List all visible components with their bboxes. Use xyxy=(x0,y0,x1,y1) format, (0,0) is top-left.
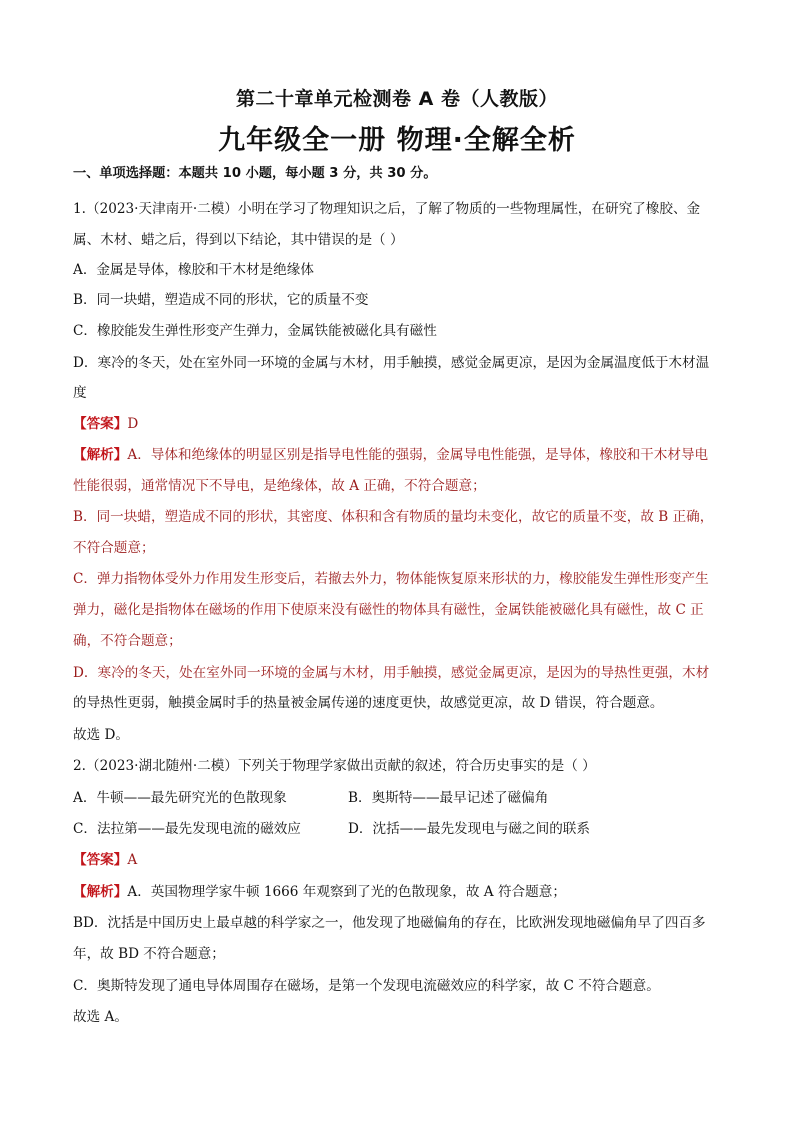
q2-analysis-c: C．奥斯特发现了通电导体周围存在磁场，是第一个发现电流磁效应的科学家，故 C 不符合题意。 xyxy=(73,978,660,994)
q2-options-row2 xyxy=(73,820,733,838)
q1-analysis-a-line1 xyxy=(73,446,733,464)
analysis-tag: 【解析】 xyxy=(73,884,128,900)
q1-analysis-a-line2: 性能很弱，通常情况下不导电，是绝缘体，故 A 正确，不符合题意； xyxy=(73,478,486,494)
q2-analysis-a xyxy=(73,883,733,901)
q2-option-a: A．牛顿——最先研究光的色散现象 xyxy=(73,790,287,806)
q1-analysis-d-line2: 的导热性更弱，触摸金属时手的热量被金属传递的速度更快，故感觉更凉，故 D 错误，符合题意。 xyxy=(73,695,664,711)
q1-analysis-c-line1: C．弹力指物体受外力作用发生形变后，若撤去外力，物体能恢复原来形状的力，橡胶能发生弹性形变产生 xyxy=(73,571,709,587)
exam-subtitle: 九年级全一册 物理·全解全析 xyxy=(218,125,576,156)
q1-option-c: C．橡胶能发生弹性形变产生弹力，金属铁能被磁化具有磁性 xyxy=(73,323,437,339)
q1-analysis-c-line3: 确，不符合题意； xyxy=(73,633,182,649)
answer-value: A xyxy=(127,852,138,868)
answer-tag: 【答案】 xyxy=(73,416,128,432)
answer-value: D xyxy=(127,416,139,432)
q2-answer xyxy=(73,851,733,869)
analysis-text: A．导体和绝缘体的明显区别是指导电性能的强弱，金属导电性能强，是导体，橡胶和干木材导电 xyxy=(127,447,709,463)
analysis-tag: 【解析】 xyxy=(73,447,128,463)
q1-analysis-b-line1: B．同一块蜡，塑造成不同的形状，其密度、体积和含有物质的量均未变化，故它的质量不变，故 B 正确， xyxy=(73,509,714,525)
q1-option-d-line2: 度 xyxy=(73,385,87,401)
q2-options-row1 xyxy=(73,789,733,807)
q2-analysis-bd-line1: BD．沈括是中国历史上最卓越的科学家之一，他发现了地磁偏角的存在，比欧洲发现地磁偏角早了四百多 xyxy=(73,915,706,931)
analysis-text: A．英国物理学家牛顿 1666 年观察到了光的色散现象，故 A 符合题意； xyxy=(127,884,566,900)
exam-title: 第二十章单元检测卷 A 卷（人教版） xyxy=(236,88,558,110)
q2-option-d: D．沈括——最先发现电与磁之间的联系 xyxy=(348,821,590,837)
q1-answer xyxy=(73,415,733,433)
q1-analysis-c-line2: 弹力，磁化是指物体在磁场的作用下使原来没有磁性的物体具有磁性，金属铁能被磁化具有磁性，故 C 正 xyxy=(73,602,704,618)
q1-stem-line1: 1.（2023·天津南开·二模）小明在学习了物理知识之后，了解了物质的一些物理属性，在研究了橡胶、金 xyxy=(73,201,701,217)
q2-conclusion: 故选 A。 xyxy=(73,1009,128,1025)
q1-option-b: B．同一块蜡，塑造成不同的形状，它的质量不变 xyxy=(73,292,369,308)
q2-stem: 2.（2023·湖北随州·二模）下列关于物理学家做出贡献的叙述，符合历史事实的是（ ） xyxy=(73,758,596,774)
q2-option-b: B．奥斯特——最早记述了磁偏角 xyxy=(348,790,549,806)
section-heading: 一、单项选择题：本题共 10 小题，每小题 3 分，共 30 分。 xyxy=(73,166,437,181)
q1-stem-line2: 属、木材、蜡之后，得到以下结论，其中错误的是（ ） xyxy=(73,232,404,248)
q1-analysis-b-line2: 不符合题意； xyxy=(73,540,155,556)
q1-conclusion: 故选 D。 xyxy=(73,727,130,743)
q1-option-d-line1: D．寒冷的冬天，处在室外同一环境的金属与木材，用手触摸，感觉金属更凉，是因为金属温度低于木材温 xyxy=(73,355,710,371)
q2-analysis-bd-line2: 年，故 BD 不符合题意； xyxy=(73,946,225,962)
q2-option-c: C．法拉第——最先发现电流的磁效应 xyxy=(73,821,301,837)
q1-analysis-d-line1: D．寒冷的冬天，处在室外同一环境的金属与木材，用手触摸，感觉金属更凉，是因为的导热性更强，木材 xyxy=(73,665,710,681)
answer-tag: 【答案】 xyxy=(73,852,128,868)
q1-option-a: A．金属是导体，橡胶和干木材是绝缘体 xyxy=(73,262,314,278)
